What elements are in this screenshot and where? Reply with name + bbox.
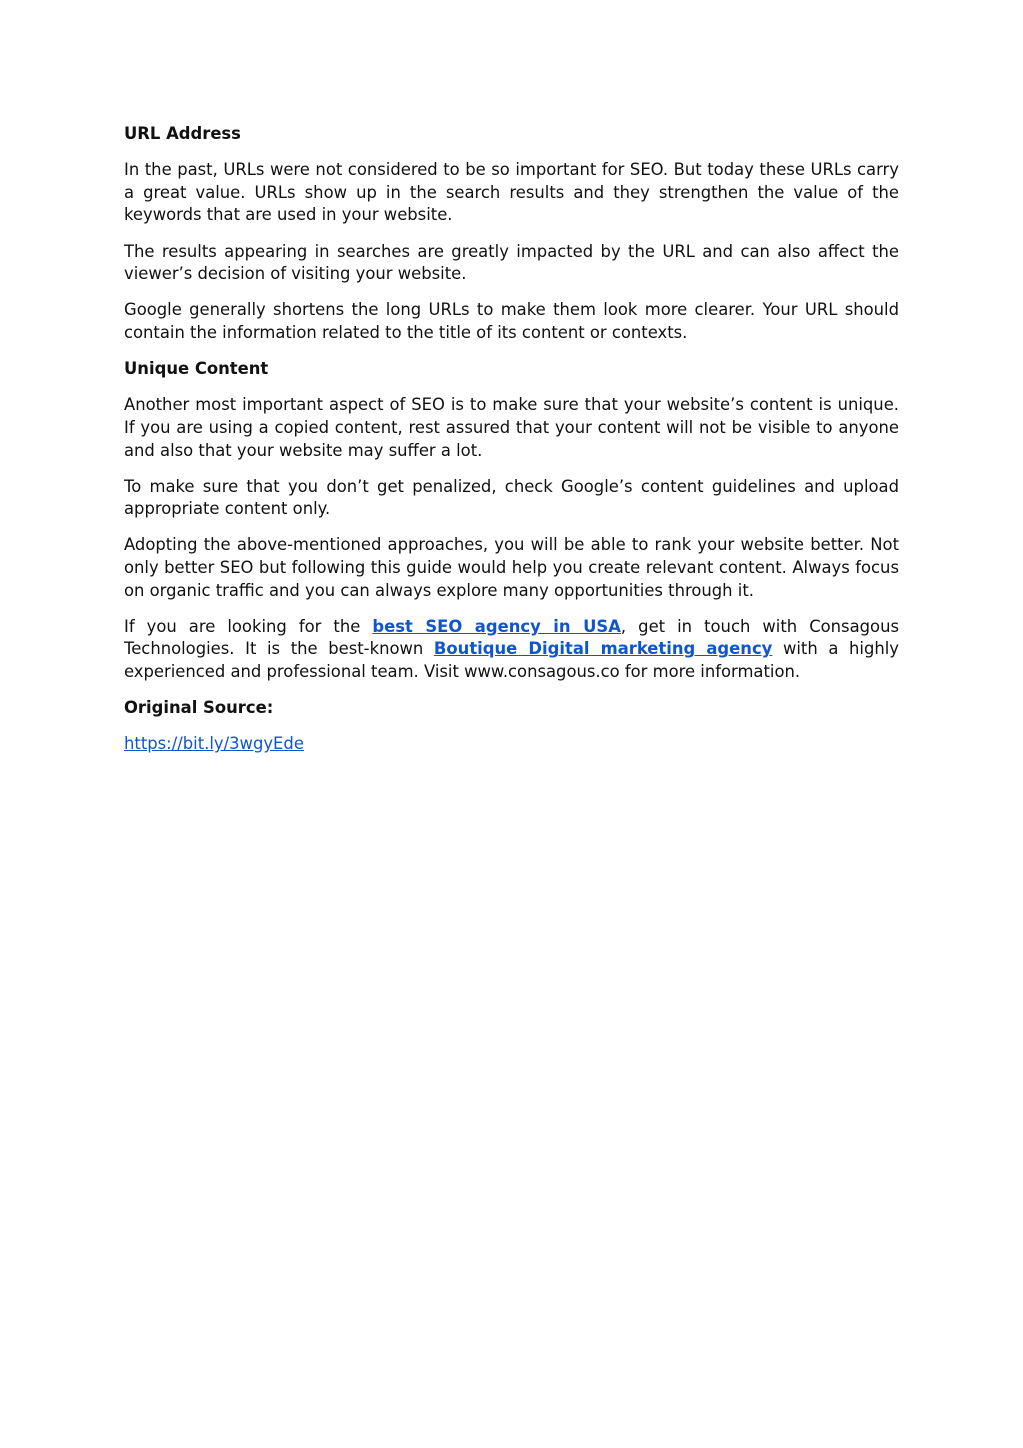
paragraph: Google generally shortens the long URLs to make them look more clearer. Your URL should contain the information related to the title of its content or contexts.: [124, 300, 899, 342]
cta-text: , get in touch with Consagous Technologies. It is the best-known: [124, 616, 899, 659]
section-heading-unique-content: Unique Content: [124, 359, 269, 379]
paragraph: Another most important aspect of SEO is to make sure that your website’s content is unique. If you are using a copied content, rest assured that your content will not be visible to anyone and also that your website may suffer a lot.: [124, 395, 899, 460]
original-source-link[interactable]: https://bit.ly/3wgyEde: [124, 734, 304, 754]
paragraph: Adopting the above-mentioned approaches, you will be able to rank your website better. Not only better SEO but following this guide would help you create relevant content. Always focus on organic traffic and you can always explore many opportunities through it.: [124, 535, 899, 600]
section-heading-original-source: Original Source:: [124, 698, 274, 718]
document-page: [124, 123, 899, 756]
best-seo-agency-link[interactable]: best SEO agency in USA: [372, 616, 621, 636]
paragraph: To make sure that you don’t get penalized, check Google’s content guidelines and upload appropriate content only.: [124, 476, 899, 519]
paragraph: In the past, URLs were not considered to be so important for SEO. But today these URLs carry a great value. URLs show up in the search results and they strengthen the value of the keywords that are used in your website.: [124, 160, 899, 225]
boutique-digital-marketing-link[interactable]: Boutique Digital marketing agency: [433, 639, 773, 659]
cta-paragraph: [124, 616, 899, 684]
cta-text: If you are looking for the: [124, 616, 373, 636]
paragraph: The results appearing in searches are greatly impacted by the URL and can also affect the viewer’s decision of visiting your website.: [124, 241, 899, 284]
source-link-line: [124, 733, 899, 756]
cta-text: with a highly experienced and professional team. Visit www.consagous.co for more information.: [124, 639, 900, 682]
section-heading-url-address: URL Address: [124, 124, 241, 143]
